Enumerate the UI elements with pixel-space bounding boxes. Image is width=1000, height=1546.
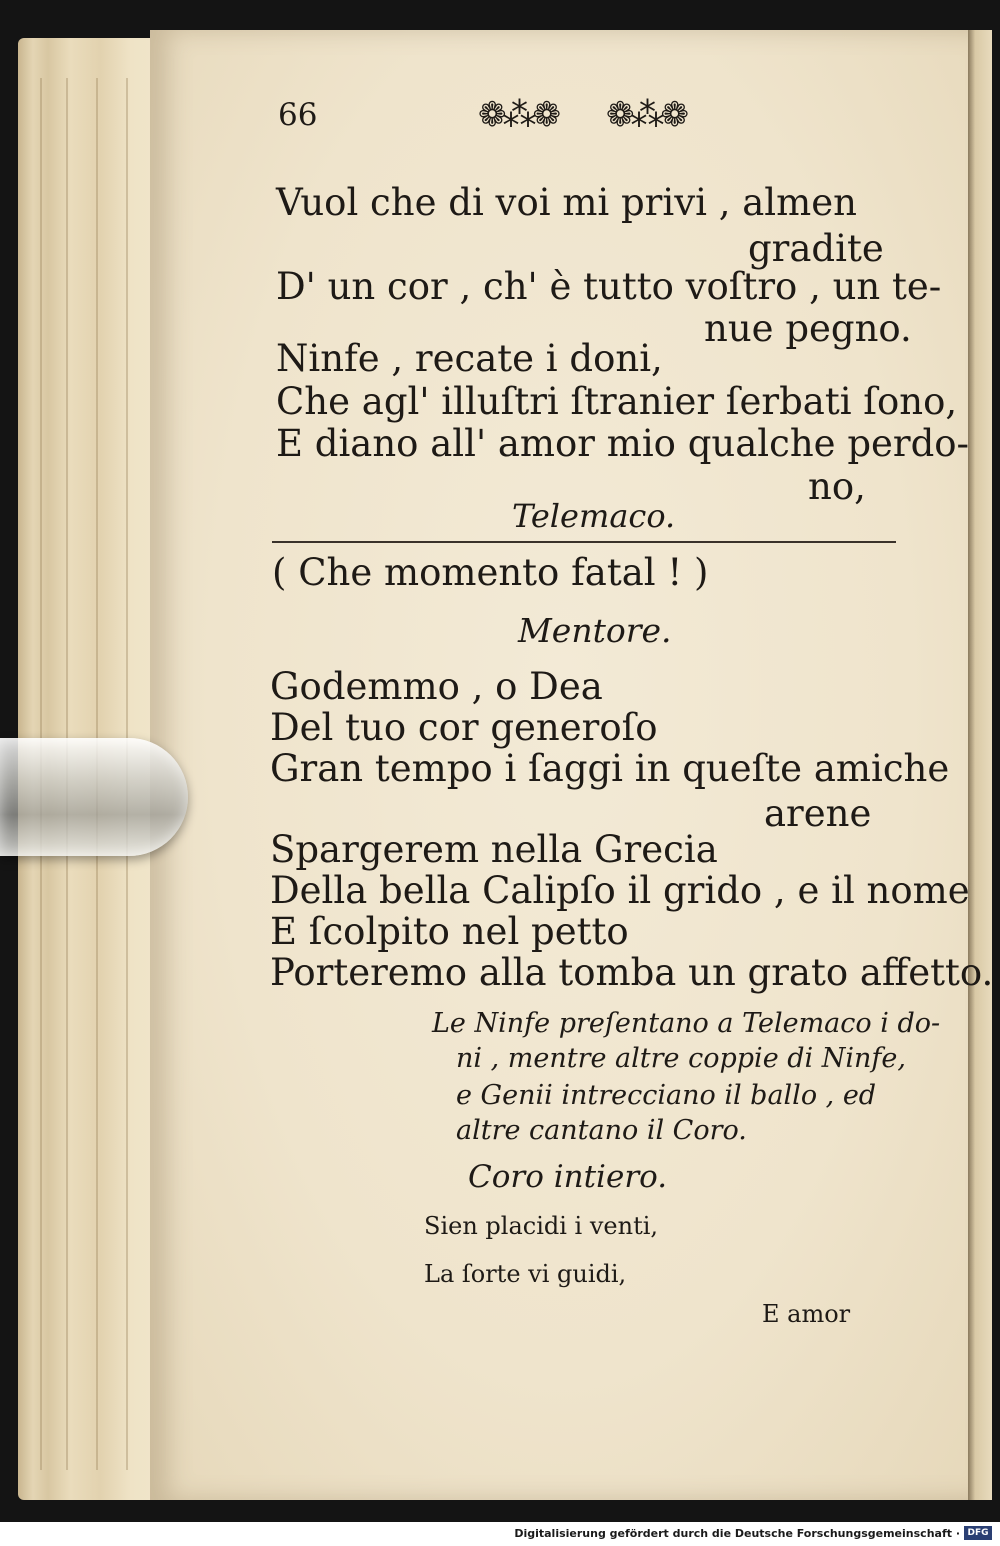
- catchword: E amor: [762, 1300, 851, 1328]
- speaker-name: Telemaco.: [512, 497, 676, 535]
- section-rule: [272, 541, 896, 543]
- chorus-heading: Coro intiero.: [468, 1159, 668, 1195]
- verse-line: Del tuo cor generoſo: [270, 706, 658, 749]
- speaker-name: Mentore.: [518, 611, 672, 650]
- dfg-logo-icon: DFG: [964, 1526, 992, 1540]
- ornament-icon: ❁⁂❁: [478, 95, 557, 135]
- verse-line: E diano all' amor mio qualche perdo-: [276, 422, 970, 465]
- page-number: 66: [278, 97, 318, 133]
- verse-line: nue pegno.: [704, 307, 912, 350]
- verse-line: Gran tempo i ſaggi in queſte amiche: [270, 747, 950, 790]
- facing-page-edge: [968, 30, 992, 1500]
- stage-direction-line: e Genii intrecciano il ballo , ed: [456, 1080, 877, 1111]
- verse-line: no,: [808, 465, 866, 508]
- verse-line: D' un cor , ch' è tutto voſtro , un te-: [276, 265, 942, 308]
- verse-line: ( Che momento fatal ! ): [272, 551, 709, 594]
- chorus-line: La ſorte vi guidi,: [424, 1260, 627, 1288]
- footer-credit: Digitalisierung gefördert durch die Deutsche Forschungsgemeinschaft ·: [514, 1527, 960, 1540]
- verse-line: Vuol che di voi mi privi , almen: [276, 181, 857, 224]
- verse-line: Della bella Calipſo il grido , e il nome: [270, 869, 970, 912]
- verse-line: gradite: [748, 227, 884, 270]
- stage-direction-line: Le Ninfe preſentano a Telemaco i do-: [432, 1008, 941, 1039]
- verse-line: Ninfe , recate i doni,: [276, 337, 663, 380]
- ornament-icon: ❁⁂❁: [606, 95, 685, 135]
- glass-page-weight: [0, 738, 188, 856]
- stage-direction-line: altre cantano il Coro.: [456, 1115, 747, 1146]
- stage-direction-line: ni , mentre altre coppie di Ninfe,: [456, 1043, 906, 1074]
- verse-line: E ſcolpito nel petto: [270, 910, 629, 953]
- verse-line: Godemmo , o Dea: [270, 665, 603, 708]
- verse-line: arene: [764, 792, 872, 835]
- verse-line: Porteremo alla tomba un grato affetto.: [270, 951, 994, 994]
- verse-line: Che agl' illuſtri ſtranier ſerbati ſono,: [276, 380, 958, 423]
- chorus-line: Sien placidi i venti,: [424, 1212, 659, 1240]
- verse-line: Spargerem nella Grecia: [270, 828, 718, 871]
